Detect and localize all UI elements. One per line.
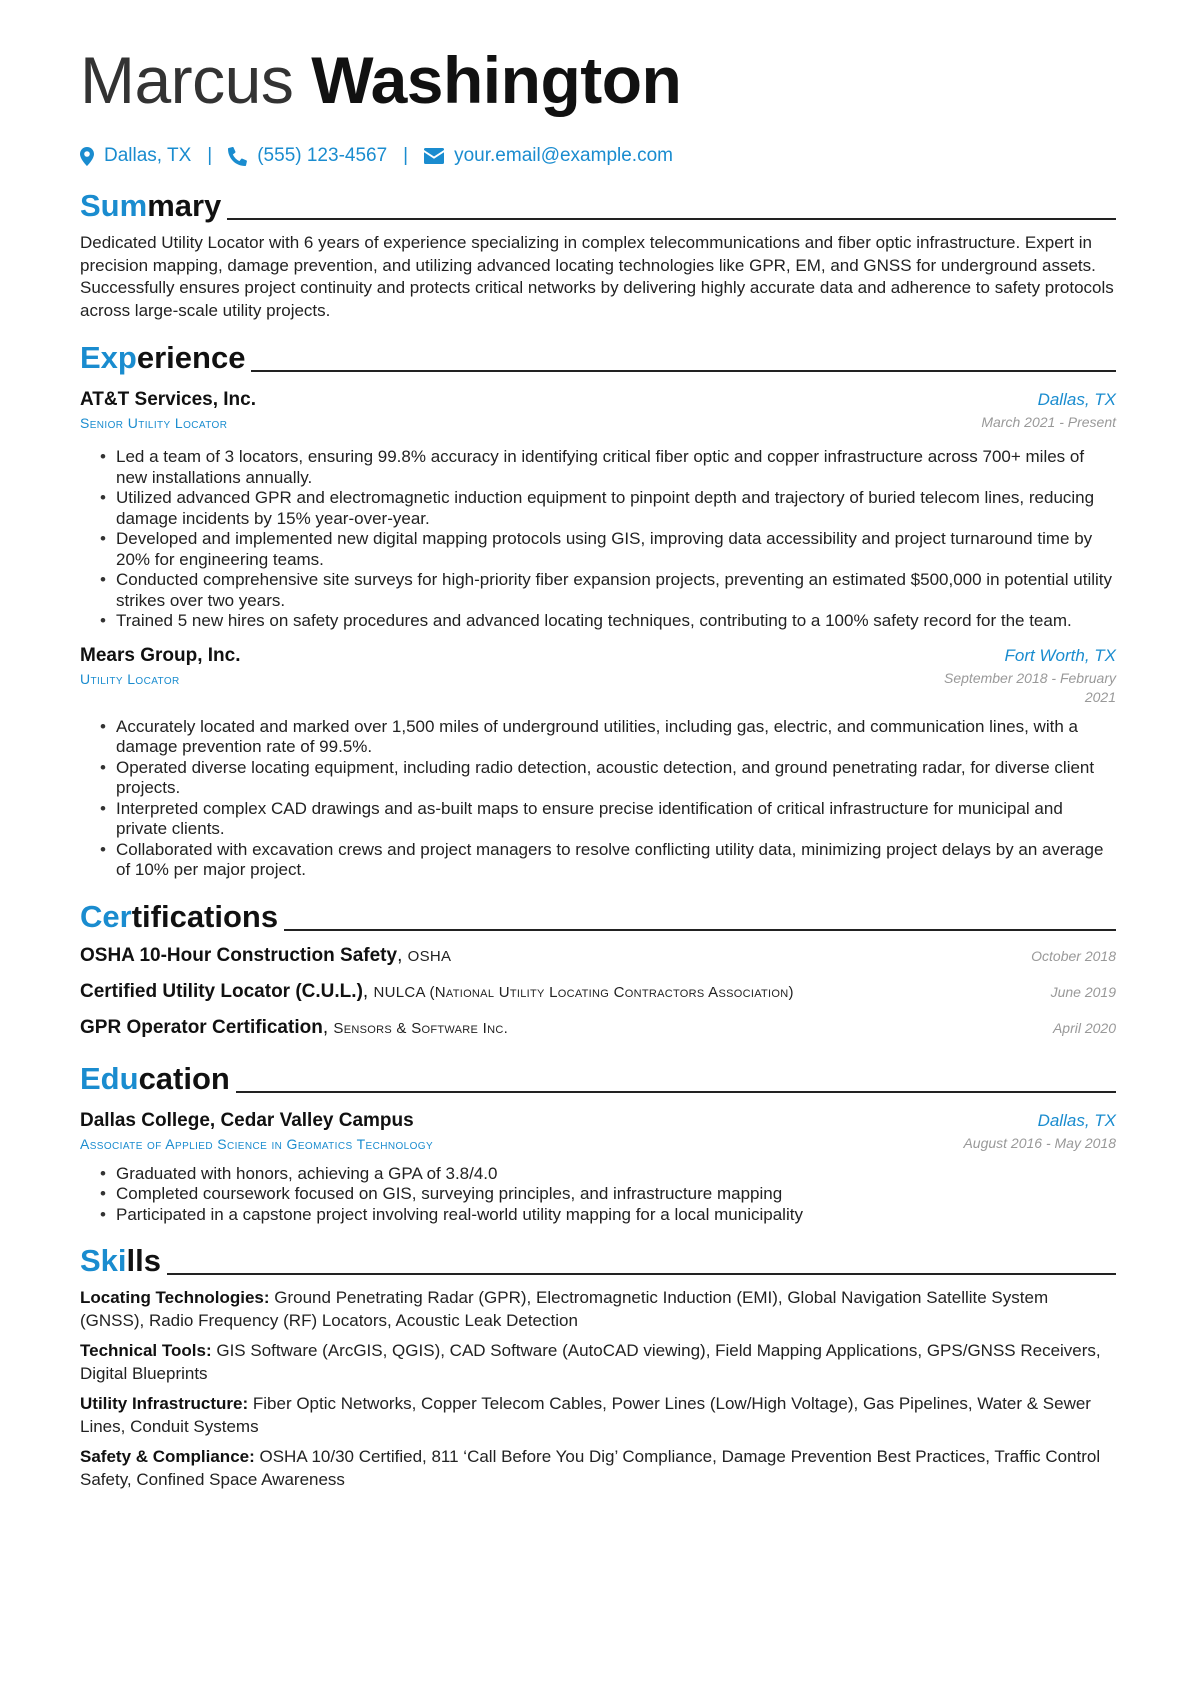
certification-issuer: OSHA: [407, 947, 452, 965]
last-name: Washington: [311, 43, 682, 117]
job-entry: [80, 644, 1116, 881]
job-location: Fort Worth, TX: [1004, 645, 1116, 665]
candidate-name: [80, 40, 1116, 120]
contact-location: [80, 145, 191, 167]
map-pin-icon: [80, 147, 94, 166]
skill-group-label: Utility Infrastructure:: [80, 1394, 249, 1413]
section-title-accent: Ski: [80, 1243, 127, 1278]
summary-text: Dedicated Utility Locator with 6 years of experience specializing in complex telecommunications and fiber optic infrastructure. Expert in precision mapping, damage prevention, and utilizing advanced locating technologies like GPR, EM, and GNSS for underground assets. Successfully ensures project continuity and protects critical networks by delivering highly accurate data and adherence to safety protocols across large-scale utility projects.: [80, 233, 1114, 320]
section-title-accent: Edu: [80, 1060, 139, 1096]
bullet-item: • Conducted comprehensive site surveys for high-priority fiber expansion projects, preventing an estimated $500,000 in potential utility strikes over two years.: [116, 570, 1116, 611]
section-title-accent: Exp: [80, 340, 137, 375]
bullet-item: • Accurately located and marked over 1,500 miles of underground utilities, including gas, electric, and communication lines, with a damage prevention rate of 99.5%.: [116, 717, 1116, 758]
company-name: Mears Group, Inc.: [80, 644, 241, 666]
bullet-item: • Collaborated with excavation crews and project managers to resolve conflicting utility data, minimizing project delays by an average of 10% per major project.: [116, 840, 1116, 881]
bullet-item: • Developed and implemented new digital mapping protocols using GIS, improving data accessibility and project turnaround time by 20% for engineering teams.: [116, 529, 1116, 570]
section-divider: [284, 929, 1116, 931]
certification-date: April 2020: [1052, 1019, 1116, 1036]
certification-name: GPR Operator Certification: [80, 1016, 323, 1038]
skill-group-values: GIS Software (ArcGIS, QGIS), CAD Software (AutoCAD viewing), Field Mapping Applications, GPS/GNSS Receivers, Digital Blueprints: [80, 1341, 1101, 1383]
section-title-rest: cation: [138, 1060, 230, 1096]
bullet-item: • Utilized advanced GPR and electromagnetic induction equipment to pinpoint depth and trajectory of buried telecom lines, reducing damage incidents by 15% year-over-year.: [116, 488, 1116, 529]
school-location: Dallas, TX: [1037, 1110, 1116, 1130]
skill-group-values: OSHA 10/30 Certified, 811 ‘Call Before You Dig’ Compliance, Damage Prevention Best Practices, Traffic Control Safety, Confined Space Awareness: [80, 1447, 1101, 1489]
skill-group-label: Locating Technologies:: [80, 1288, 270, 1307]
school-name: Dallas College, Cedar Valley Campus: [80, 1109, 414, 1131]
first-name: Marcus: [80, 43, 294, 117]
skill-group-values: Fiber Optic Networks, Copper Telecom Cables, Power Lines (Low/High Voltage), Gas Pipelines, Water & Sewer Lines, Conduit Systems: [80, 1394, 1091, 1436]
certification-name: Certified Utility Locator (C.U.L.): [80, 980, 363, 1002]
bullet-item: • Interpreted complex CAD drawings and as-built maps to ensure precise identification of critical infrastructure for municipal and private clients.: [116, 799, 1116, 840]
job-dates: September 2018 - February 2021: [944, 669, 1116, 705]
section-title-summary: [80, 188, 221, 224]
certification-name: OSHA 10-Hour Construction Safety: [80, 944, 398, 966]
bullet-item: • Completed coursework focused on GIS, surveying principles, and infrastructure mapping: [116, 1184, 1116, 1205]
skill-group: [80, 1446, 1116, 1491]
education-dates: August 2016 - May 2018: [963, 1134, 1116, 1151]
certification-item: GPR Operator Certification, Sensors & Software Inc. April 2020: [80, 1016, 1116, 1038]
section-divider: [167, 1273, 1116, 1275]
email-link[interactable]: your.email@example.com: [454, 145, 673, 166]
phone-icon: [228, 147, 247, 166]
contact-bar: [80, 142, 1116, 170]
job-title: Senior Utility Locator: [80, 415, 228, 431]
skill-group-label: Technical Tools:: [80, 1341, 212, 1360]
section-title-rest: tifications: [131, 898, 279, 934]
section-title-rest: lls: [126, 1243, 161, 1278]
section-title-rest: erience: [136, 340, 246, 375]
section-title-skills: [80, 1243, 161, 1279]
skill-group-values: Ground Penetrating Radar (GPR), Electromagnetic Induction (EMI), Global Navigation Satellite System (GNSS), Radio Frequency (RF) Locators, Acoustic Leak Detection: [80, 1288, 1049, 1330]
section-title-experience: [80, 340, 245, 376]
section-title-education: [80, 1061, 230, 1097]
location-text: Dallas, TX: [104, 145, 192, 166]
bullet-item: • Operated diverse locating equipment, including radio detection, acoustic detection, and ground penetrating radar, for diverse client projects.: [116, 758, 1116, 799]
section-title-accent: Cer: [80, 898, 132, 934]
contact-email[interactable]: [424, 145, 673, 167]
job-location: Dallas, TX: [1037, 390, 1116, 409]
skill-group: [80, 1393, 1116, 1438]
contact-phone[interactable]: [228, 145, 387, 167]
skill-group: [80, 1340, 1116, 1385]
certification-item: Certified Utility Locator (C.U.L.), NULCA (National Utility Locating Contractors Association) June 2019: [80, 980, 1116, 1002]
section-divider: [236, 1091, 1116, 1093]
education-section-header: [80, 1057, 1116, 1097]
education-bullets: [80, 1164, 1116, 1226]
certification-date: October 2018: [1031, 947, 1116, 964]
experience-section-header: [80, 336, 1116, 376]
summary-section-header: [80, 184, 1116, 224]
section-divider: [251, 370, 1116, 372]
company-name: AT&T Services, Inc.: [80, 389, 256, 410]
contact-separator: |: [207, 145, 213, 166]
bullet-item: • Participated in a capstone project involving real-world utility mapping for a local municipality: [116, 1205, 1116, 1226]
certifications-section-header: [80, 895, 1116, 935]
envelope-icon: [424, 148, 444, 164]
degree-name: Associate of Applied Science in Geomatics Technology: [80, 1135, 434, 1152]
contact-separator: |: [403, 145, 409, 166]
skill-group: [80, 1287, 1116, 1332]
bullet-item: • Led a team of 3 locators, ensuring 99.8% accuracy in identifying critical fiber optic and copper infrastructure across 700+ miles of new installations annually.: [116, 447, 1116, 488]
certification-issuer: NULCA (National Utility Locating Contractors Association): [373, 983, 794, 1001]
bullet-item: • Graduated with honors, achieving a GPA of 3.8/4.0: [116, 1164, 1116, 1185]
job-bullets: [80, 717, 1116, 881]
job-dates: March 2021 - Present: [981, 414, 1116, 430]
certification-issuer: Sensors & Software Inc.: [333, 1019, 509, 1037]
job-entry: [80, 388, 1116, 632]
skill-group-label: Safety & Compliance:: [80, 1447, 255, 1466]
skills-section-header: [80, 1239, 1116, 1279]
phone-text[interactable]: (555) 123-4567: [257, 145, 388, 166]
certification-item: OSHA 10-Hour Construction Safety, OSHA October 2018: [80, 944, 1116, 966]
section-title-certifications: [80, 899, 278, 935]
education-entry: [80, 1109, 1116, 1226]
bullet-item: • Trained 5 new hires on safety procedures and advanced locating techniques, contributing to a 100% safety record for the team.: [116, 611, 1116, 632]
job-bullets: [80, 447, 1116, 632]
job-title: Utility Locator: [80, 670, 180, 687]
section-title-rest: mary: [147, 188, 222, 223]
section-title-accent: Sum: [80, 188, 148, 223]
certification-date: June 2019: [1050, 983, 1116, 1000]
section-divider: [227, 218, 1116, 220]
